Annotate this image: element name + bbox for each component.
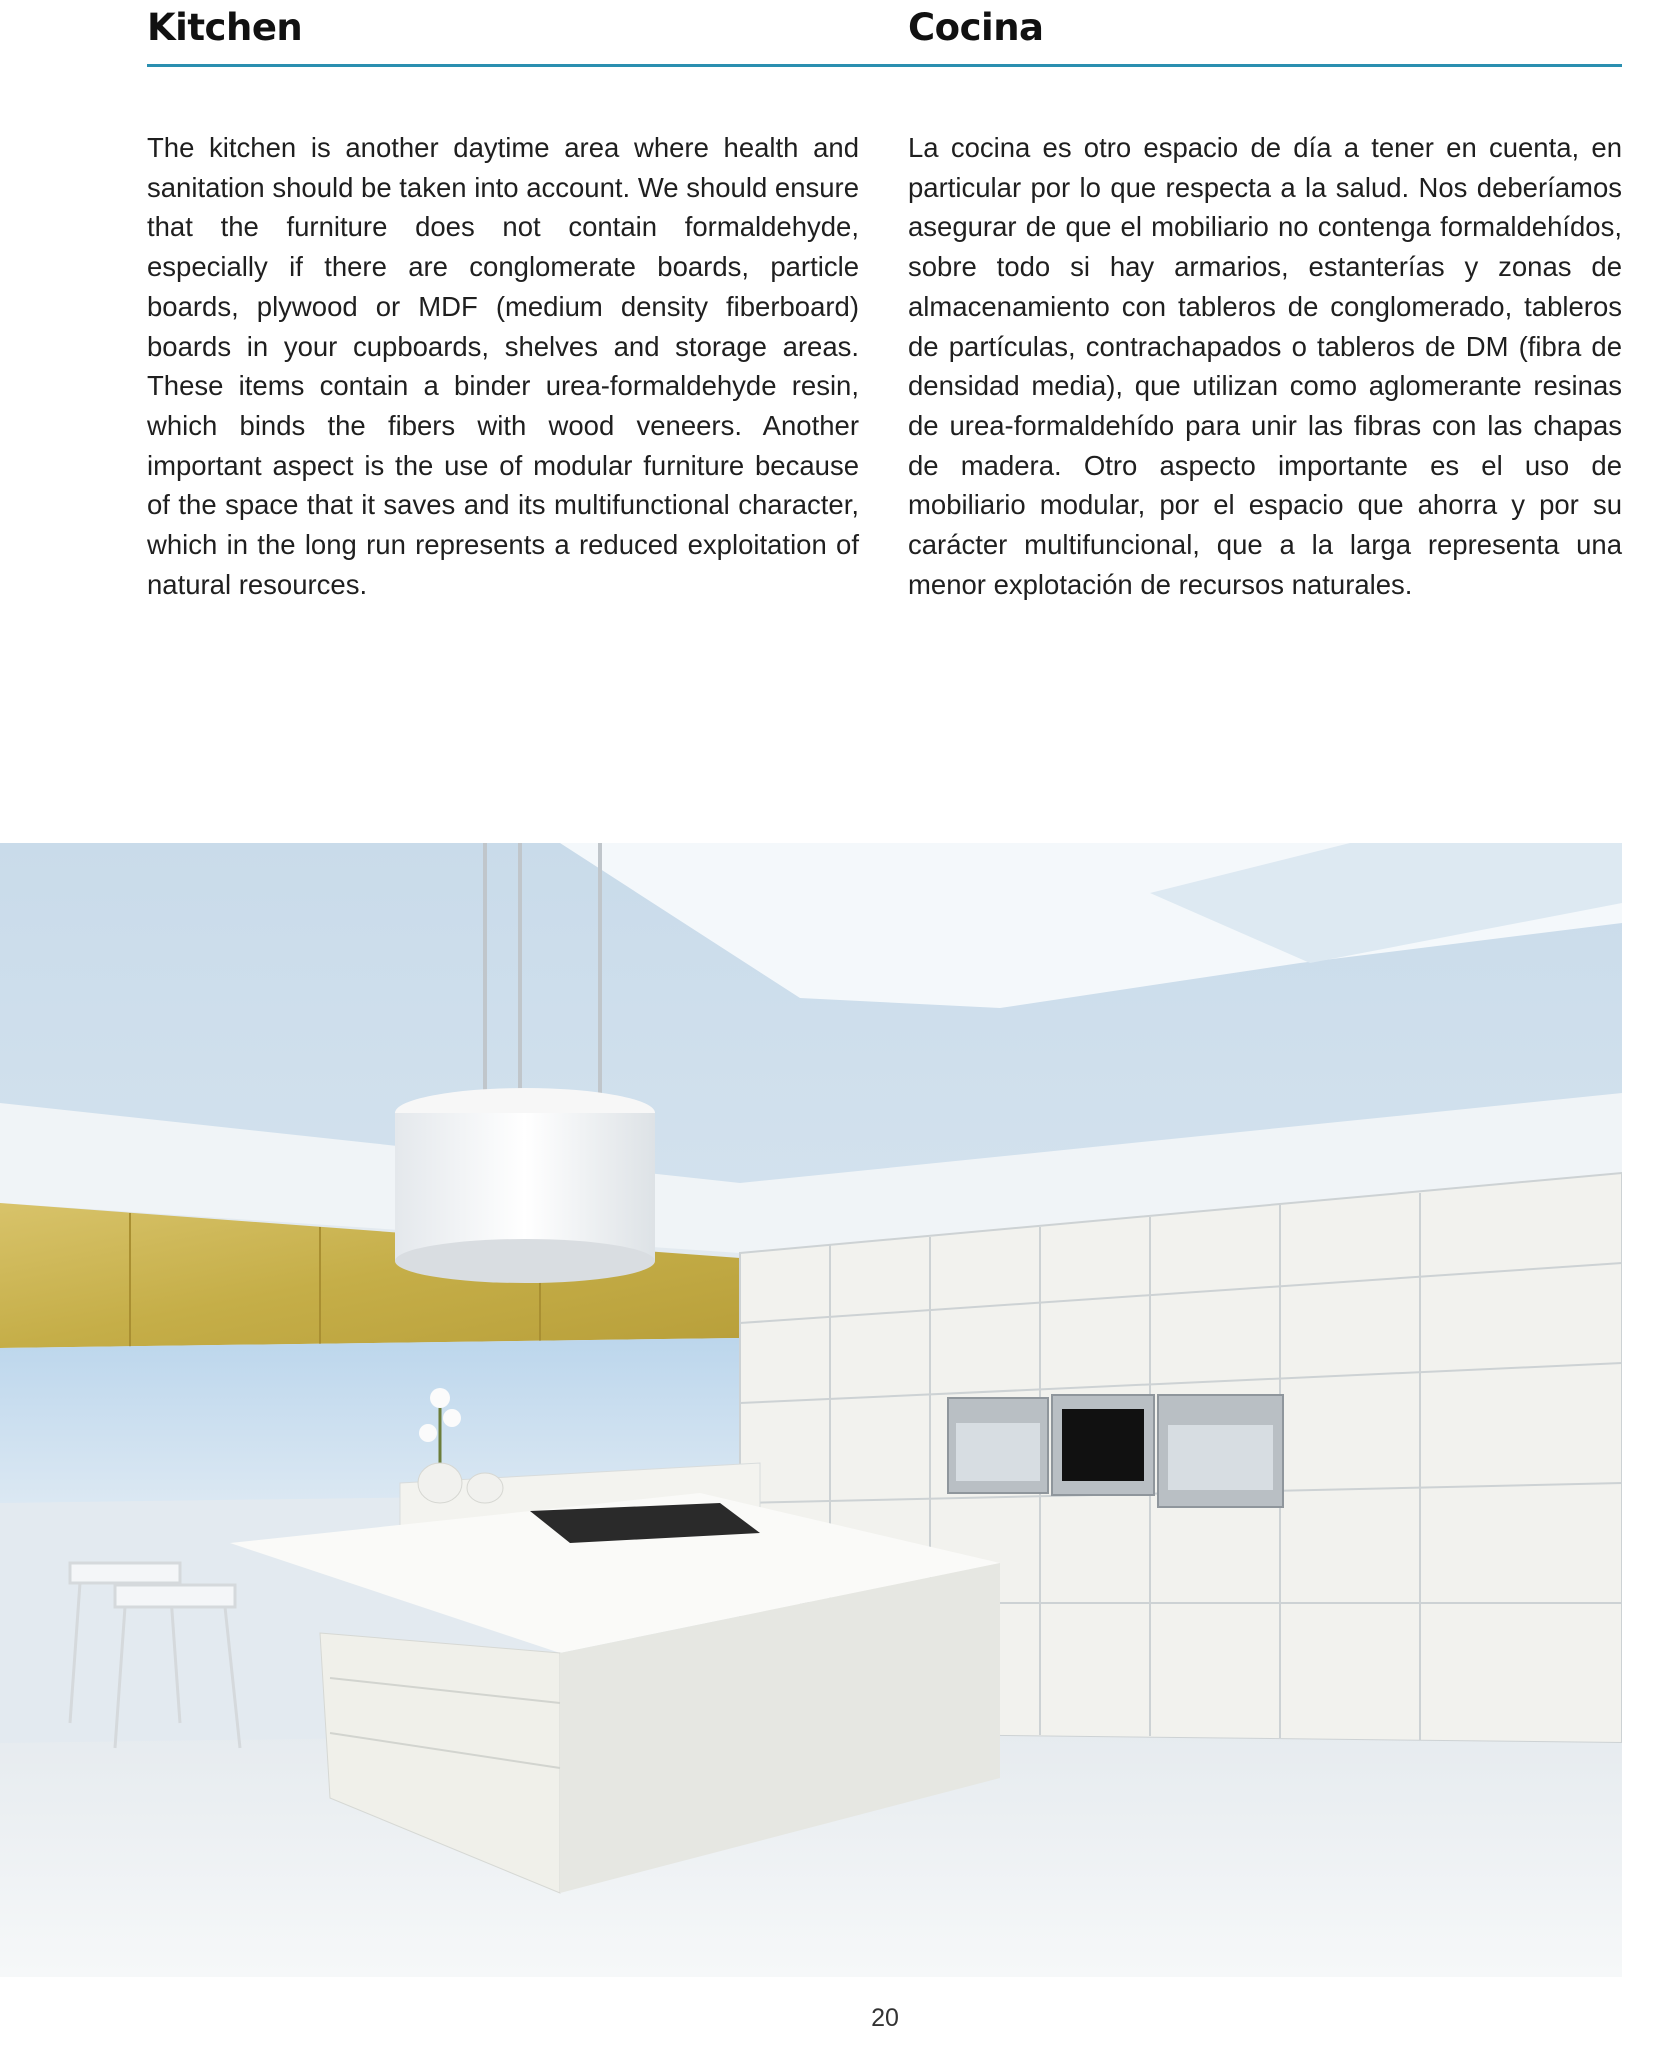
built-in-ovens	[948, 1395, 1283, 1507]
page-number: 20	[871, 2004, 899, 2032]
kitchen-photo	[0, 843, 1622, 1977]
heading-cocina: Cocina	[908, 6, 1044, 49]
page-header	[147, 0, 1622, 67]
heading-kitchen: Kitchen	[147, 6, 303, 49]
paragraph-english: The kitchen is another daytime area where health and sanitation should be taken into account. We should ensure that the furniture does not contain formaldehyde, especially if there are conglomerate boards, particle boards, plywood or MDF (medium density fiberboard) boards in your cupboards, shelves and storage areas. These items contain a binder urea-formaldehyde resin, which binds the fibers with wood veneers. Another important aspect is the use of modular furniture because of the space that it saves and its multifunctional character, which in the long run represents a reduced exploitation of natural resources.	[147, 132, 859, 600]
paragraph-spanish: La cocina es otro espacio de día a tener en cuenta, en particular por lo que respecta a la salud. Nos deberíamos asegurar de que el mobiliario no contenga formaldehídos, sobre todo si hay armarios, estanterías y zonas de almacenamiento con tableros de conglomerado, tableros de partículas, contrachapados o tableros de DM (fibra de densidad media), que utilizan como aglomerante resinas de urea-formaldehído para unir las fibras con las chapas de madera. Otro aspecto importante es el uso de mobiliario modular, por el espacio que ahorra y por su carácter multifuncional, que a la larga representa una menor explotación de recursos naturales.	[908, 132, 1622, 600]
